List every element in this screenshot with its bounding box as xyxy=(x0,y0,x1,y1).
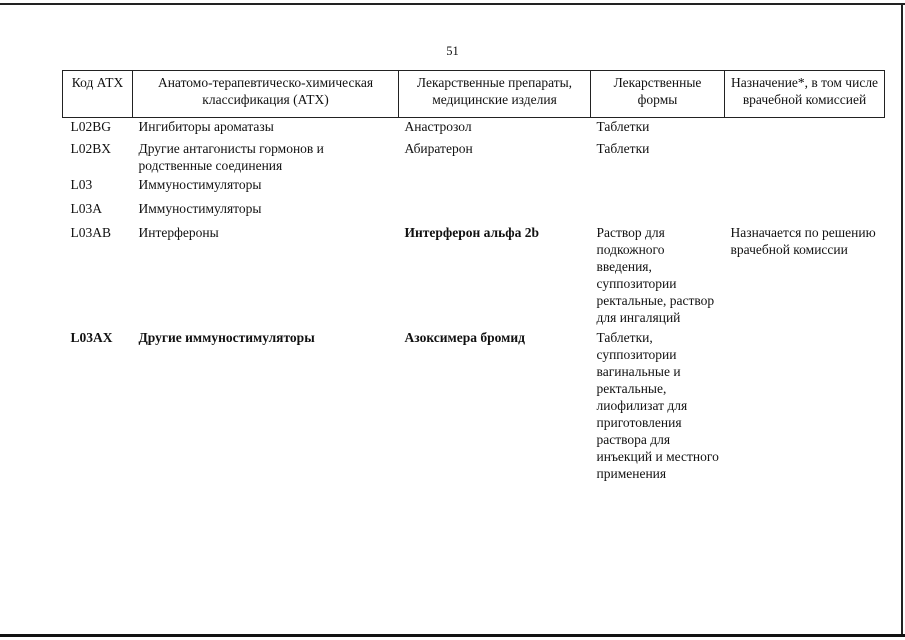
bottom-border xyxy=(0,634,905,637)
purpose xyxy=(725,176,885,200)
dosage-form xyxy=(591,200,725,224)
drug-name: Абиратерон xyxy=(404,141,473,156)
atx-classification: Другие иммуностимуляторы xyxy=(138,330,315,345)
purpose xyxy=(725,118,885,141)
table-row xyxy=(63,118,885,141)
dosage-form: Раствор для подкожного введения, суппозитории ректальные, раствор для ингаляций xyxy=(596,225,715,325)
header-classification: Анатомо-терапевтическо-химическая классификация (АТХ) xyxy=(133,71,399,118)
header-code: Код АТХ xyxy=(63,71,133,118)
atx-classification: Другие антагонисты гормонов и родственные соединения xyxy=(138,141,324,173)
drug-name: Интерферон альфа 2b xyxy=(404,225,539,240)
table-row xyxy=(63,224,885,329)
atx-code: L02BX xyxy=(70,141,111,156)
atx-code: L03A xyxy=(70,201,102,216)
table-row xyxy=(63,176,885,200)
atx-code: L02BG xyxy=(70,119,111,134)
drug-name: Азоксимера бромид xyxy=(404,330,525,345)
top-border xyxy=(0,3,905,5)
atx-classification: Интерфероны xyxy=(138,225,219,240)
table-row xyxy=(63,140,885,176)
dosage-form: Таблетки xyxy=(596,141,650,156)
atx-classification: Иммуностимуляторы xyxy=(138,201,262,216)
atx-code: L03AB xyxy=(70,225,111,240)
dosage-form xyxy=(591,176,725,200)
purpose: Назначается по решению врачебной комиссии xyxy=(730,225,876,257)
purpose xyxy=(725,329,885,489)
atx-code: L03 xyxy=(70,177,93,192)
right-border xyxy=(901,3,903,637)
table-header xyxy=(63,71,885,118)
dosage-form: Таблетки xyxy=(596,119,650,134)
header-purpose: Назначение*, в том числе врачебной комиссией xyxy=(725,71,885,118)
table-row xyxy=(63,200,885,224)
dosage-form: Таблетки, суппозитории вагинальные и ректальные, лиофилизат для приготовления раствора для инъекций и местного применения xyxy=(596,330,719,481)
atx-classification: Иммуностимуляторы xyxy=(138,177,262,192)
header-forms: Лекарственные формы xyxy=(591,71,725,118)
table-body xyxy=(63,118,885,490)
header-drugs: Лекарственные препараты, медицинские изделия xyxy=(399,71,591,118)
drug-name xyxy=(399,176,591,200)
drug-name xyxy=(399,200,591,224)
atx-table xyxy=(62,70,885,489)
header-row xyxy=(63,71,885,118)
purpose xyxy=(725,140,885,176)
atx-code: L03AX xyxy=(70,330,113,345)
table-row xyxy=(63,329,885,489)
page-number: 51 xyxy=(446,44,459,58)
drug-name: Анастрозол xyxy=(404,119,472,134)
purpose xyxy=(725,200,885,224)
atx-classification: Ингибиторы ароматазы xyxy=(138,119,274,134)
